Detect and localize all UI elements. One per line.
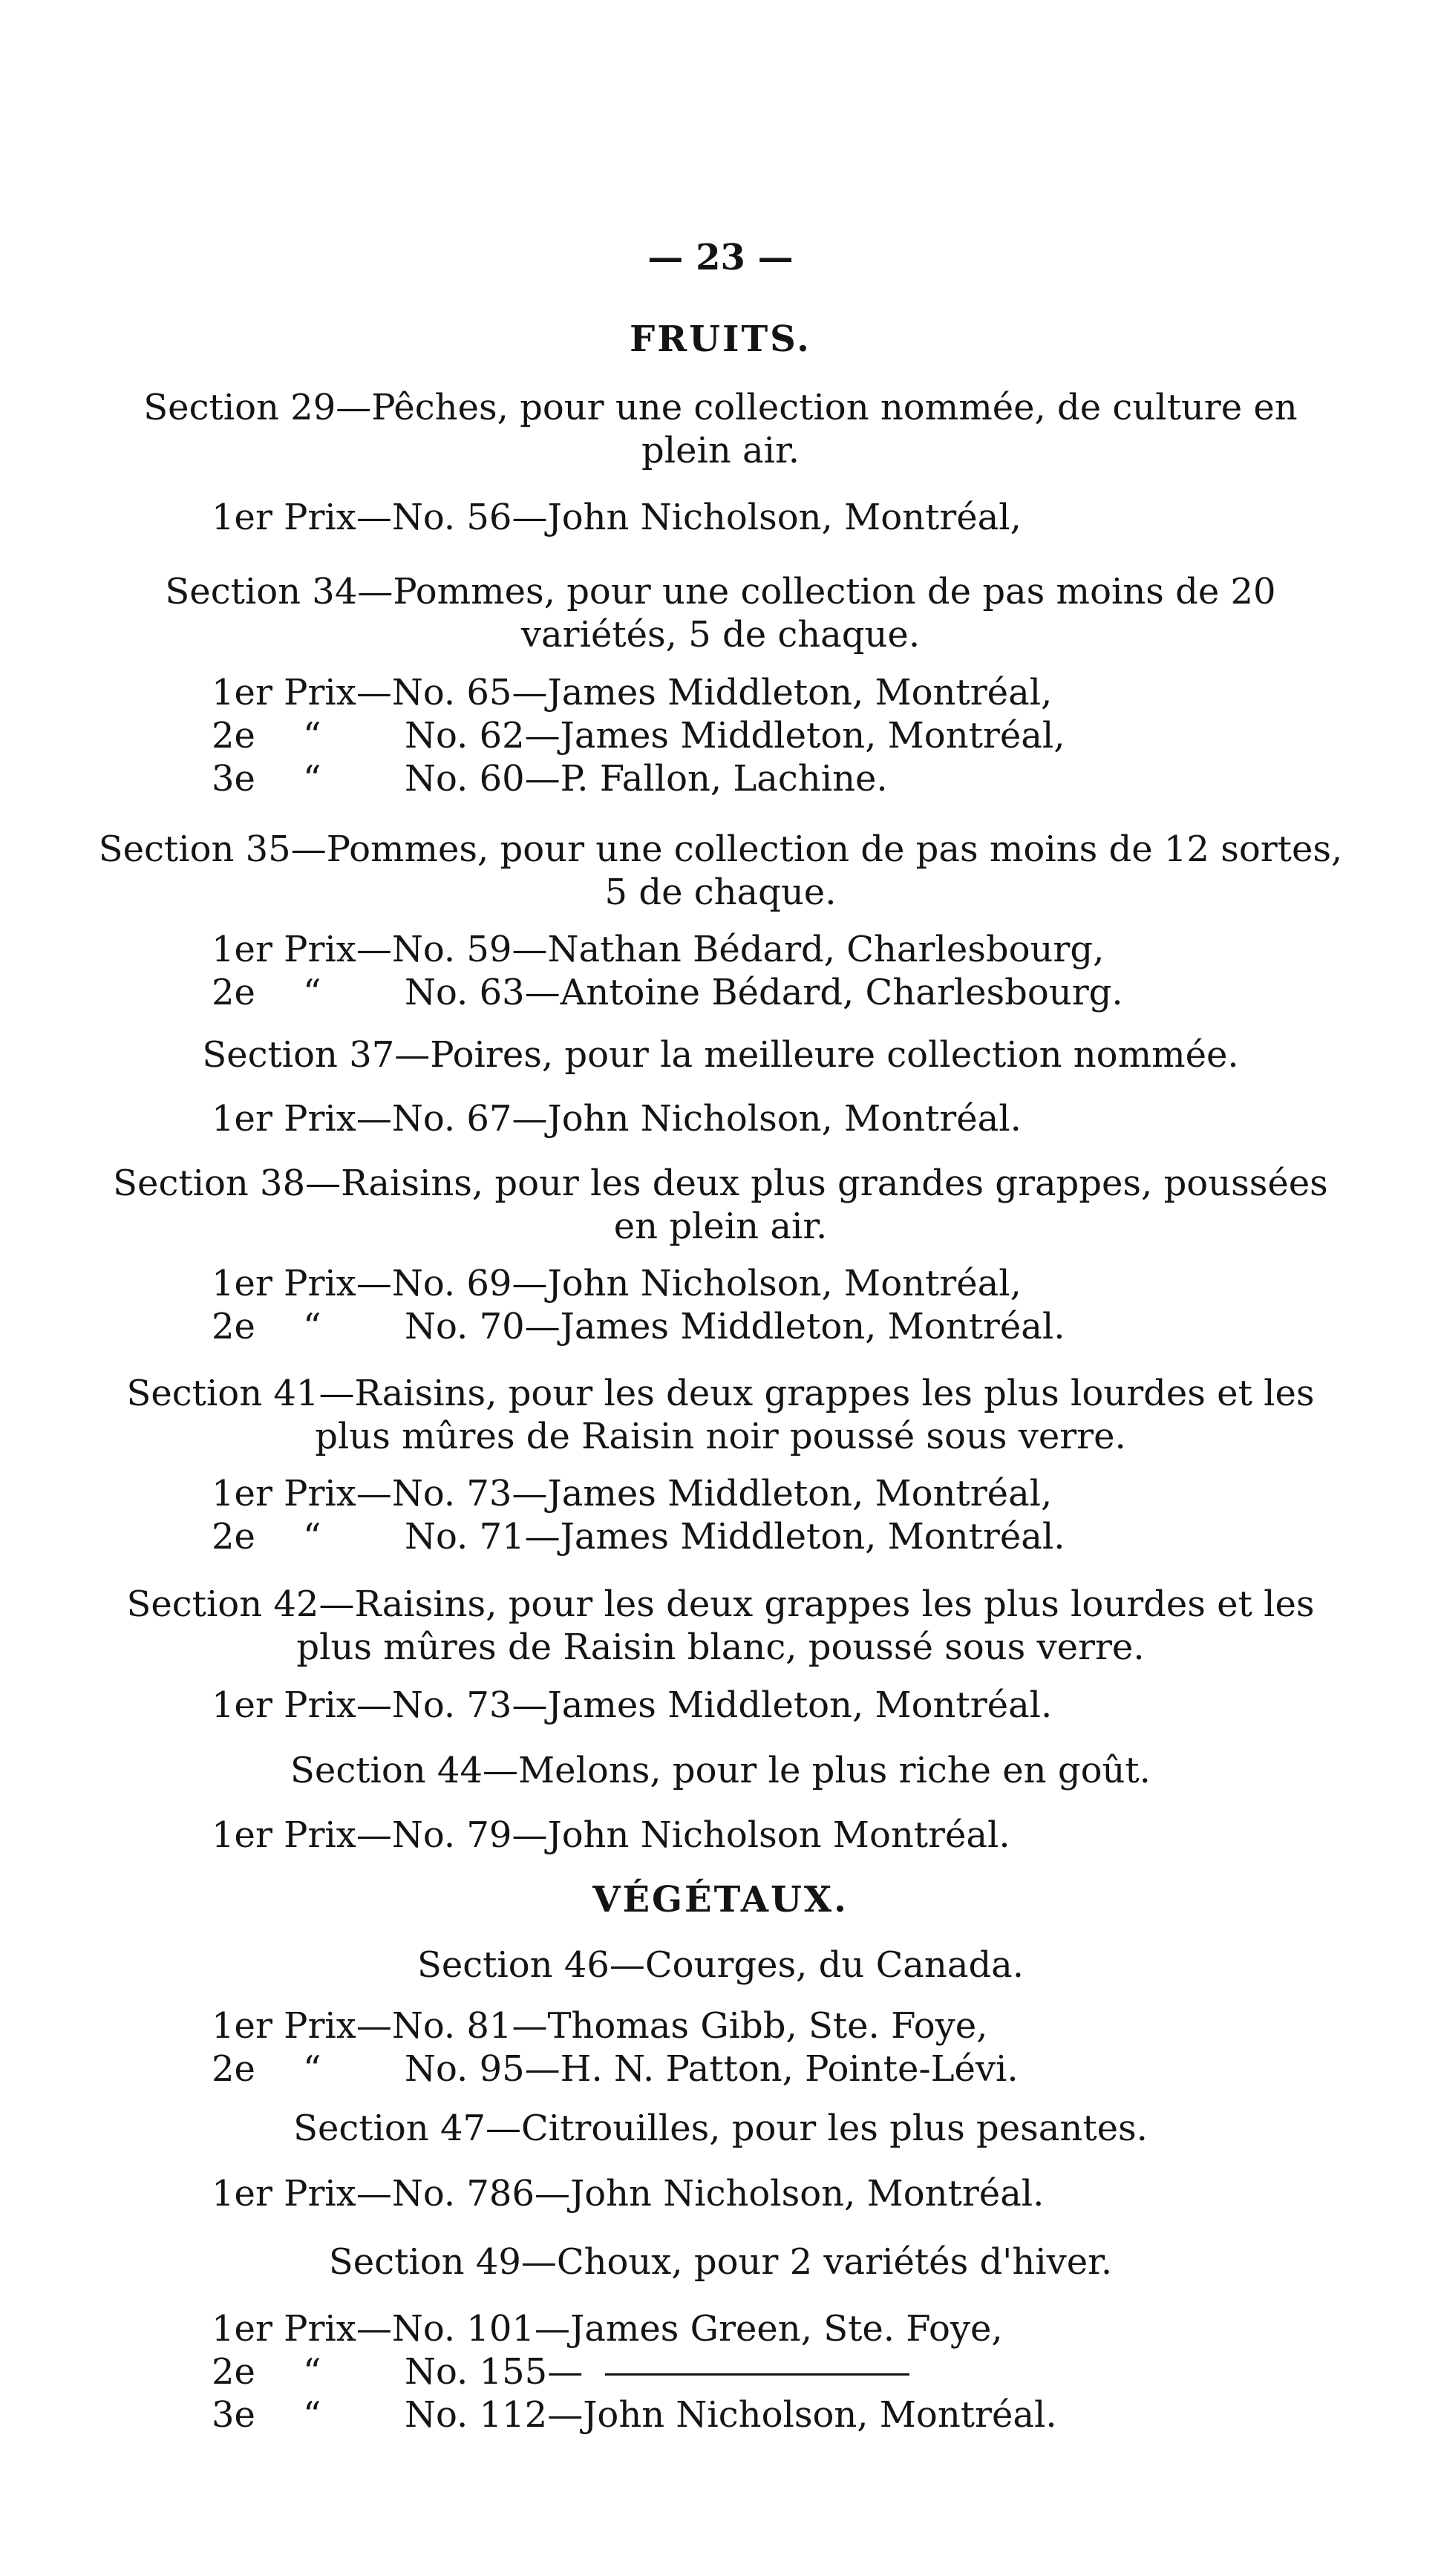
prize-text: 1er Prix—No. 65—James Middleton, Montréal, [212,672,1053,713]
section-37-title: Section 37—Poires, pour la meilleure collection nommée. [202,1034,1239,1076]
prize-rank: 3e [212,758,255,800]
section-29-title: Section 29—Pêches, pour une collection nommée, de culture en [143,387,1298,428]
vegetables-heading: VÉGÉTAUX. [592,1879,849,1920]
prize-text: 1er Prix—No. 101—James Green, Ste. Foye, [212,2308,1003,2350]
ditto-mark: “ [303,972,321,1013]
section-38-title-cont: en plein air. [613,1206,828,1247]
section-34-title: Section 34—Pommes, pour une collection de pas moins de 20 [165,571,1276,612]
section-47-title: Section 47—Citrouilles, pour les plus pesantes. [293,2108,1148,2149]
section-34-title-cont: variétés, 5 de chaque. [520,614,921,656]
section-44-title: Section 44—Melons, pour le plus riche en goût. [290,1750,1151,1791]
prize-rank: 2e [212,715,255,756]
section-49-title: Section 49—Choux, pour 2 variétés d'hiver. [328,2241,1113,2283]
prize-entry: No. 71—James Middleton, Montréal. [405,1516,1065,1557]
prize-text: 1er Prix—No. 73—James Middleton, Montréal. [212,1684,1053,1726]
section-35-title-cont: 5 de chaque. [604,872,837,913]
ditto-mark: “ [303,715,321,756]
section-41-title: Section 41—Raisins, pour les deux grappes les plus lourdes et les [126,1373,1315,1414]
section-46-title: Section 46—Courges, du Canada. [416,1944,1025,1986]
prize-rank: 2e [212,972,255,1013]
prize-entry: No. 95—H. N. Patton, Pointe-Lévi. [405,2048,1019,2090]
section-38-title: Section 38—Raisins, pour les deux plus grandes grappes, poussées [113,1163,1328,1204]
ditto-mark: “ [303,2048,321,2090]
prize-entry: No. 112—John Nicholson, Montréal. [405,2394,1057,2436]
blank-rule [605,2373,909,2376]
ditto-mark: “ [303,1516,321,1557]
prize-entry: No. 62—James Middleton, Montréal, [405,715,1065,756]
prize-entry [405,2350,909,2393]
prize-rank: 2e [212,2048,255,2090]
ditto-mark: “ [303,2394,321,2436]
prize-rank: 2e [212,1516,255,1557]
prize-entry-text: No. 155— [405,2351,584,2393]
prize-rank: 3e [212,2394,255,2436]
ditto-mark: “ [303,758,321,800]
prize-entry: No. 70—James Middleton, Montréal. [405,1306,1065,1347]
section-42-title-cont: plus mûres de Raisin blanc, poussé sous verre. [296,1627,1145,1668]
prize-text: 1er Prix—No. 81—Thomas Gibb, Ste. Foye, [212,2005,988,2047]
section-29-title-cont: plein air. [641,430,800,471]
prize-text: 1er Prix—No. 73—James Middleton, Montréal, [212,1473,1053,1514]
prize-text: 1er Prix—No. 56—John Nicholson, Montréal, [212,497,1022,538]
prize-text: 1er Prix—No. 69—John Nicholson, Montréal, [212,1263,1022,1304]
ditto-mark: “ [303,2351,321,2393]
section-35-title: Section 35—Pommes, pour une collection de pas moins de 12 sortes, [98,828,1343,870]
prize-text: 1er Prix—No. 59—Nathan Bédard, Charlesbourg, [212,929,1105,970]
page-number: — 23 — [647,237,794,278]
prize-text: 1er Prix—No. 79—John Nicholson Montréal. [212,1814,1010,1856]
section-41-title-cont: plus mûres de Raisin noir poussé sous verre. [315,1416,1126,1457]
section-42-title: Section 42—Raisins, pour les deux grappes les plus lourdes et les [126,1583,1315,1625]
prize-text: 1er Prix—No. 786—John Nicholson, Montréal. [212,2173,1045,2214]
prize-entry: No. 60—P. Fallon, Lachine. [405,758,888,800]
ditto-mark: “ [303,1306,321,1347]
prize-rank: 2e [212,2351,255,2393]
prize-entry: No. 63—Antoine Bédard, Charlesbourg. [405,972,1123,1013]
prize-text: 1er Prix—No. 67—John Nicholson, Montréal. [212,1098,1022,1140]
prize-rank: 2e [212,1306,255,1347]
fruits-heading: FRUITS. [630,318,811,360]
